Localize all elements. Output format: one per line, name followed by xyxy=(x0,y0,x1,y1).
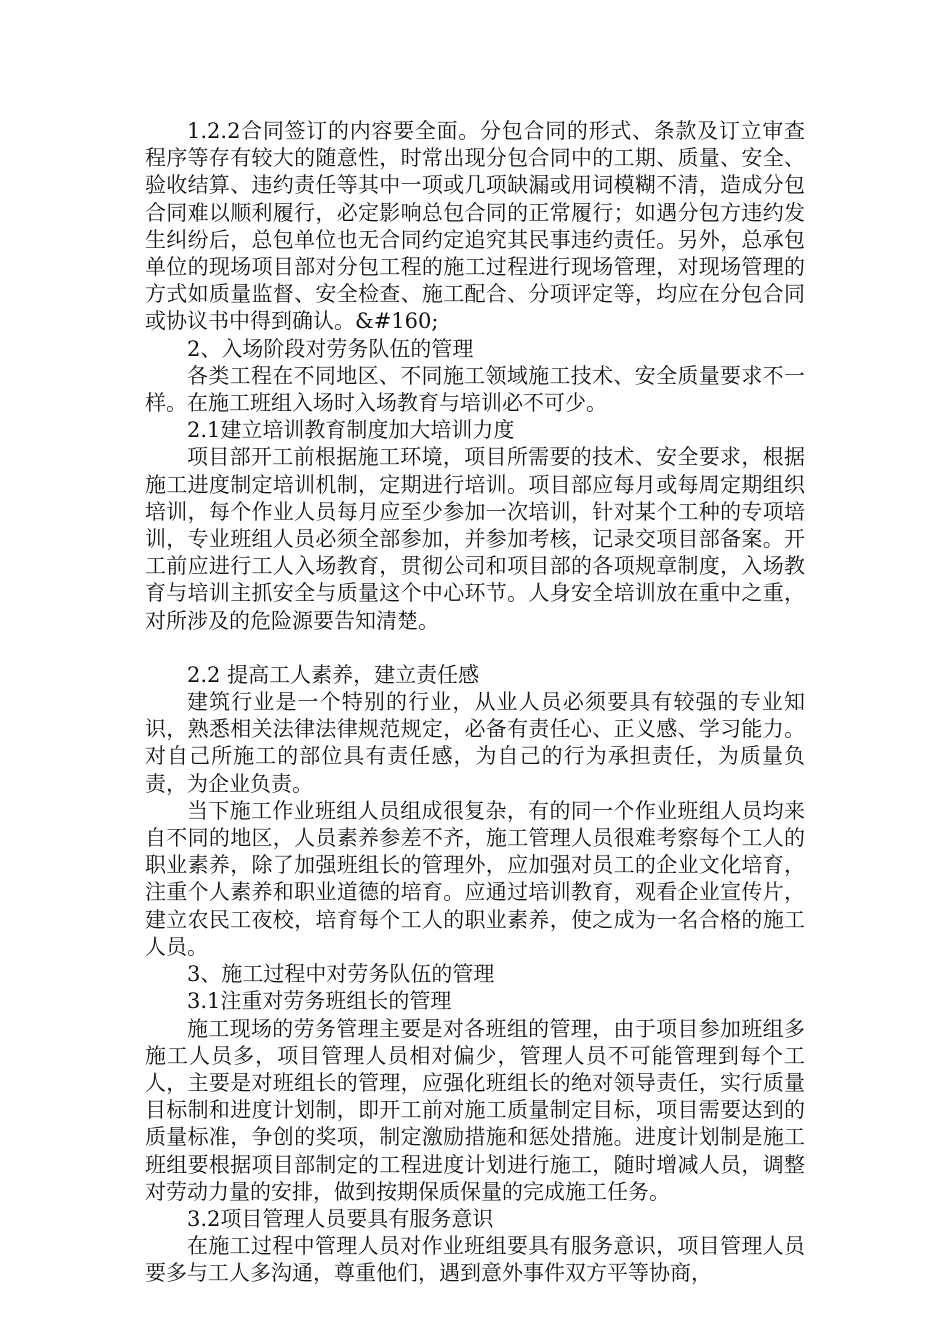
paragraph-worker-quality-1: 建筑行业是一个特别的行业，从业人员必须要具有较强的专业知识，熟悉相关法律法律规范规定，必备有责任心、正义感、学习能力。对自己所施工的部位具有责任感，为自己的行为承担责任，为质量负责，为企业负责。 xyxy=(145,690,805,796)
heading-worker-quality: 2.2 提高工人素养，建立责任感 xyxy=(187,662,480,687)
paragraph-training-system: 项目部开工前根据施工环境，项目所需要的技术、安全要求，根据施工进度制定培训机制，定期进行培训。项目部应每月或每周定期组织培训，每个作业人员每月应至少参加一次培训，针对某个工种的专项培训，专业班组人员必须全部参加，并参加考核，记录交项目部备案。开工前应进行工人入场教育，贯彻公司和项目部的各项规章制度，入场教育与培训主抓安全与质量这个中心环节。人身安全培训放在重中之重，对所涉及的危险源要告知清楚。 xyxy=(145,445,805,633)
paragraph-contract-content: 1.2.2合同签订的内容要全面。分包合同的形式、条款及订立审查程序等存有较大的随意性，时常出现分包合同中的工期、质量、安全、验收结算、违约责任等其中一项或几项缺漏或用词模糊不清，造成分包合同难以顺利履行，必定影响总包合同的正常履行；如遇分包方违约发生纠纷后，总包单位也无合同约定追究其民事违约责任。另外，总承包单位的现场项目部对分包工程的施工过程进行现场管理，对现场管理的方式如质量监督、安全检查、施工配合、分项评定等，均应在分包合同或协议书中得到确认。&#160; xyxy=(145,119,805,334)
heading-entry-stage: 2、入场阶段对劳务队伍的管理 xyxy=(187,336,474,361)
paragraph-spacer xyxy=(145,635,805,662)
heading-construction-process: 3、施工过程中对劳务队伍的管理 xyxy=(187,962,495,987)
heading-team-leader: 3.1注重对劳务班组长的管理 xyxy=(187,989,452,1014)
document-page xyxy=(145,118,805,1288)
heading-training-system: 2.1建立培训教育制度加大培训力度 xyxy=(187,418,515,443)
paragraph-worker-quality-2: 当下施工作业班组人员组成很复杂，有的同一个作业班组人员均来自不同的地区，人员素养参差不齐，施工管理人员很难考察每个工人的职业素养，除了加强班组长的管理外，应加强对员工的企业文化培育，注重个人素养和职业道德的培育。应通过培训教育，观看企业宣传片，建立农民工夜校，培育每个工人的职业素养，使之成为一名合格的施工人员。 xyxy=(145,798,805,959)
paragraph-service-awareness: 在施工过程中管理人员对作业班组要具有服务意识，项目管理人员要多与工人多沟通，尊重他们，遇到意外事件双方平等协商， xyxy=(145,1234,805,1286)
heading-service-awareness: 3.2项目管理人员要具有服务意识 xyxy=(187,1206,494,1231)
paragraph-team-leader: 施工现场的劳务管理主要是对各班组的管理，由于项目参加班组多施工人员多，项目管理人员相对偏少，管理人员不可能管理到每个工人，主要是对班组长的管理，应强化班组长的绝对领导责任，实行质量目标制和进度计划制，即开工前对施工质量制定目标，项目需要达到的质量标准，争创的奖项，制定激励措施和惩处措施。进度计划制是施工班组要根据项目部制定的工程进度计划进行施工，随时增减人员，调整对劳动力量的安排，做到按期保质保量的完成施工任务。 xyxy=(145,1016,805,1204)
paragraph-entry-stage: 各类工程在不同地区、不同施工领域施工技术、安全质量要求不一样。在施工班组入场时入场教育与培训必不可少。 xyxy=(145,363,805,416)
